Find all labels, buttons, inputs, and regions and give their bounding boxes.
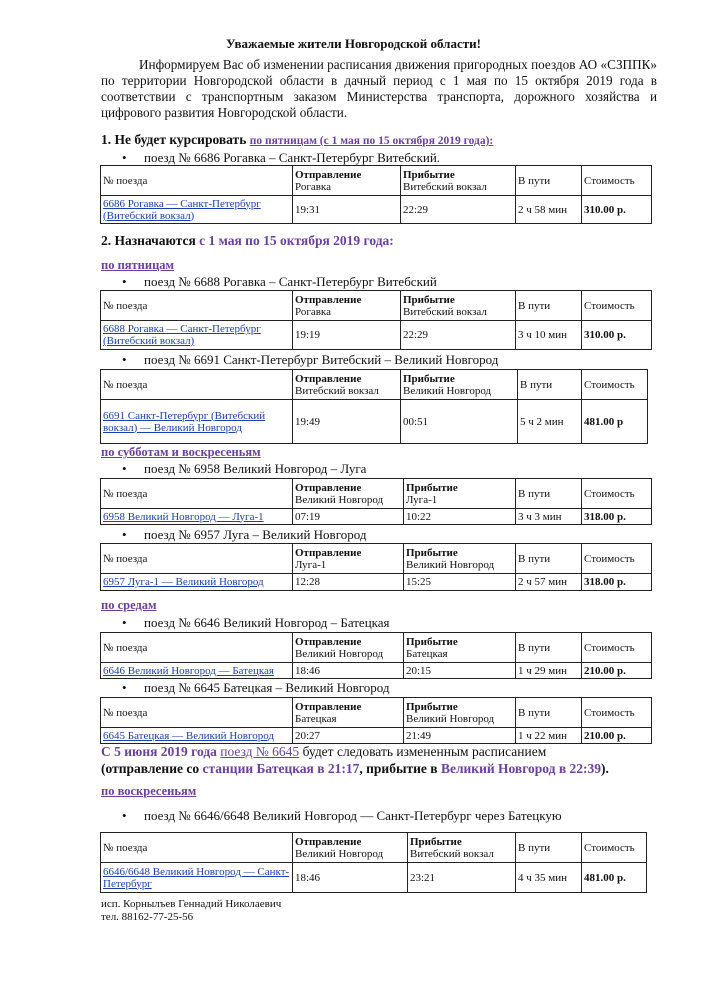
note-dep: станции Батецкая в 21:17 bbox=[202, 761, 360, 776]
table-header-row bbox=[101, 633, 652, 663]
note-text: будет следовать измененным расписанием bbox=[302, 744, 547, 759]
train-6958-table bbox=[100, 478, 652, 525]
header-time: В пути bbox=[516, 166, 582, 196]
header-dep: Отправление Батецкая bbox=[293, 698, 404, 728]
arr-time: 20:15 bbox=[404, 663, 516, 679]
header-cost: Стоимость bbox=[582, 633, 652, 663]
price: 318.00 р. bbox=[582, 509, 652, 525]
arr-time: 23:21 bbox=[408, 863, 516, 893]
bullet-icon: • bbox=[122, 150, 127, 165]
train-6646-table bbox=[100, 632, 652, 679]
dep-time: 18:46 bbox=[293, 663, 404, 679]
footer-author: исп. Корнылъев Геннадий Николаевич bbox=[101, 898, 282, 910]
section-2-label: 2. Назначаются bbox=[101, 233, 196, 248]
arr-time: 21:49 bbox=[404, 728, 516, 744]
price: 210.00 р. bbox=[582, 663, 652, 679]
train-6691-bullet: • поезд № 6691 Санкт-Петербург Витебский – Великий Новгород bbox=[122, 352, 499, 367]
train-link[interactable]: 6646 Великий Новгород — Батецкая bbox=[103, 664, 274, 677]
duration: 2 ч 58 мин bbox=[516, 196, 582, 224]
dep-time: 18:46 bbox=[293, 863, 408, 893]
price: 310.00 р. bbox=[582, 321, 652, 350]
price: 481.00 р. bbox=[582, 863, 647, 893]
group-wednesdays: по средам bbox=[101, 598, 157, 612]
header-cost: Стоимость bbox=[582, 479, 652, 509]
section-1-heading bbox=[101, 132, 493, 148]
train-6957-table bbox=[100, 543, 652, 591]
section-1-label: 1. Не будет курсировать bbox=[101, 132, 247, 147]
duration: 4 ч 35 мин bbox=[516, 863, 582, 893]
header-dep: Отправление Великий Новгород bbox=[293, 833, 408, 863]
header-dep: Отправление Луга-1 bbox=[293, 544, 404, 574]
dep-time: 19:31 bbox=[293, 196, 401, 224]
duration: 1 ч 29 мин bbox=[516, 663, 582, 679]
table-header-row bbox=[101, 698, 652, 728]
note-arr: Великий Новгород в 22:39 bbox=[440, 761, 601, 776]
duration: 5 ч 2 мин bbox=[518, 400, 582, 444]
duration: 1 ч 22 мин bbox=[516, 728, 582, 744]
bullet-icon: • bbox=[122, 352, 127, 367]
dep-time: 20:27 bbox=[293, 728, 404, 744]
arr-time: 00:51 bbox=[401, 400, 518, 444]
group-sundays: по воскресеньям bbox=[101, 784, 197, 798]
arr-time: 22:29 bbox=[401, 321, 516, 350]
arr-time: 22:29 bbox=[401, 196, 516, 224]
arr-time: 10:22 bbox=[404, 509, 516, 525]
train-link[interactable]: 6646/6648 Великий Новгород — Санкт-Петербург bbox=[103, 865, 290, 890]
train-link[interactable]: 6957 Луга-1 — Великий Новгород bbox=[103, 576, 264, 588]
train-link[interactable]: 6645 Батецкая — Великий Новгород bbox=[103, 729, 274, 742]
note-date: С 5 июня 2019 года bbox=[101, 744, 217, 759]
table-row bbox=[101, 728, 652, 744]
dep-time: 07:19 bbox=[293, 509, 404, 525]
header-arr: Прибытие Витебский вокзал bbox=[401, 291, 516, 321]
dep-time: 19:19 bbox=[293, 321, 401, 350]
train-6686-table bbox=[100, 165, 652, 224]
table-row bbox=[101, 400, 648, 444]
header-time: В пути bbox=[516, 291, 582, 321]
header-time: В пути bbox=[516, 833, 582, 863]
table-row bbox=[101, 509, 652, 525]
bullet-icon: • bbox=[122, 615, 127, 630]
table-row bbox=[101, 196, 652, 224]
header-num: № поезда bbox=[101, 370, 293, 400]
train-link[interactable]: 6958 Великий Новгород — Луга-1 bbox=[103, 510, 264, 523]
train-6688-table bbox=[100, 290, 652, 350]
table-header-row bbox=[101, 166, 652, 196]
train-6686-bullet bbox=[122, 150, 440, 166]
page-title: Уважаемые жители Новгородской области! bbox=[226, 36, 481, 51]
footer-phone: тел. 88162-77-25-56 bbox=[101, 911, 194, 923]
train-link[interactable]: 6686 Рогавка — Санкт-Петербург (Витебский вокзал) bbox=[103, 197, 261, 222]
train-6691-table bbox=[100, 369, 648, 444]
table-header-row bbox=[101, 833, 647, 863]
train-6958-bullet: • поезд № 6958 Великий Новгород – Луга bbox=[122, 461, 367, 476]
schedule-change-note: С 5 июня 2019 года поезд № 6645 будет следовать измененным расписанием (отправление со станции Батецкая в 21:17, прибытие в Великий Новгород в 22:39). bbox=[101, 744, 609, 776]
header-num: № поезда bbox=[101, 479, 293, 509]
section-1-period: по пятницам (с 1 мая по 15 октября 2019 года): bbox=[249, 135, 494, 147]
table-header-row bbox=[101, 479, 652, 509]
bullet-icon: • bbox=[122, 680, 127, 695]
arr-time: 15:25 bbox=[404, 574, 516, 591]
table-header-row bbox=[101, 370, 648, 400]
price: 481.00 р bbox=[582, 400, 648, 444]
header-cost: Стоимость bbox=[582, 291, 652, 321]
header-num: № поезда bbox=[101, 544, 293, 574]
section-2-heading bbox=[101, 233, 394, 249]
header-dep: Отправление Великий Новгород bbox=[293, 479, 404, 509]
header-cost: Стоимость bbox=[582, 166, 652, 196]
train-bullet-text: поезд № 6686 Рогавка – Санкт-Петербург Витебский. bbox=[144, 150, 441, 165]
header-arr: Прибытие Батецкая bbox=[404, 633, 516, 663]
table-row bbox=[101, 321, 652, 350]
note-train: поезд № 6645 bbox=[220, 744, 300, 759]
train-6957-bullet: • поезд № 6957 Луга – Великий Новгород bbox=[122, 527, 367, 542]
train-6646-bullet: • поезд № 6646 Великий Новгород – Батецкая bbox=[122, 615, 390, 630]
train-link[interactable]: 6691 Санкт-Петербург (Витебский вокзал) — Великий Новгород bbox=[103, 409, 266, 434]
section-2-period: с 1 мая по 15 октября 2019 года: bbox=[199, 233, 394, 248]
train-link[interactable]: 6688 Рогавка — Санкт-Петербург (Витебский вокзал) bbox=[103, 323, 261, 347]
header-arr: Прибытие Великий Новгород bbox=[404, 544, 516, 574]
header-time: В пути bbox=[516, 479, 582, 509]
price: 310.00 р. bbox=[582, 196, 652, 224]
header-time: В пути bbox=[516, 633, 582, 663]
header-arr: Прибытие Великий Новгород bbox=[404, 698, 516, 728]
train-6688-bullet: • поезд № 6688 Рогавка – Санкт-Петербург Витебский bbox=[122, 274, 437, 289]
group-fridays: по пятницам bbox=[101, 258, 175, 272]
dep-time: 12:28 bbox=[293, 574, 404, 591]
header-dep: Отправление Витебский вокзал bbox=[293, 370, 401, 400]
dep-time: 19:49 bbox=[293, 400, 401, 444]
duration: 3 ч 10 мин bbox=[516, 321, 582, 350]
header-num: № поезда bbox=[101, 633, 293, 663]
header-arr: Прибытие Витебский вокзал bbox=[408, 833, 516, 863]
header-num: № поезда bbox=[101, 166, 293, 196]
header-arr: Прибытие Витебский вокзал bbox=[401, 166, 516, 196]
bullet-icon: • bbox=[122, 274, 127, 289]
header-cost: Стоимость bbox=[582, 370, 648, 400]
header-num: № поезда bbox=[101, 833, 293, 863]
header-arr: Прибытие Луга-1 bbox=[404, 479, 516, 509]
bullet-icon: • bbox=[122, 527, 127, 542]
header-cost: Стоимость bbox=[582, 698, 652, 728]
bullet-icon: • bbox=[122, 461, 127, 476]
train-6645-table bbox=[100, 697, 652, 744]
duration: 2 ч 57 мин bbox=[516, 574, 582, 591]
price: 318.00 р. bbox=[582, 574, 652, 591]
header-num: № поезда bbox=[101, 698, 293, 728]
table-row bbox=[101, 663, 652, 679]
header-num: № поезда bbox=[101, 291, 293, 321]
bullet-icon: • bbox=[122, 808, 127, 823]
table-header-row bbox=[101, 291, 652, 321]
train-6646-6648-bullet: • поезд № 6646/6648 Великий Новгород — Санкт-Петербург через Батецкую bbox=[122, 808, 562, 823]
header-dep: Отправление Великий Новгород bbox=[293, 633, 404, 663]
table-header-row bbox=[101, 544, 652, 574]
header-dep: Отправление Рогавка bbox=[293, 166, 401, 196]
intro-paragraph: Информируем Вас об изменении расписания движения пригородных поездов АО «СЗППК» по территории Новгородской области в дачный период с 1 мая по 15 октября 2019 года в соответствии с транспортным заказом Министерства транспорта, дорожного хозяйства и цифрового развития Новгородской области. bbox=[101, 57, 657, 120]
train-6645-bullet: • поезд № 6645 Батецкая – Великий Новгород bbox=[122, 680, 390, 695]
table-row bbox=[101, 863, 647, 893]
header-cost: Стоимость bbox=[582, 544, 652, 574]
table-row bbox=[101, 574, 652, 591]
header-time: В пути bbox=[516, 698, 582, 728]
header-dep: Отправление Рогавка bbox=[293, 291, 401, 321]
header-time: В пути bbox=[518, 370, 582, 400]
price: 210.00 р. bbox=[582, 728, 652, 744]
header-cost: Стоимость bbox=[582, 833, 647, 863]
duration: 3 ч 3 мин bbox=[516, 509, 582, 525]
group-weekends: по субботам и воскресеньям bbox=[101, 445, 261, 459]
train-6646-6648-table bbox=[100, 832, 647, 893]
header-time: В пути bbox=[516, 544, 582, 574]
header-arr: Прибытие Великий Новгород bbox=[401, 370, 518, 400]
